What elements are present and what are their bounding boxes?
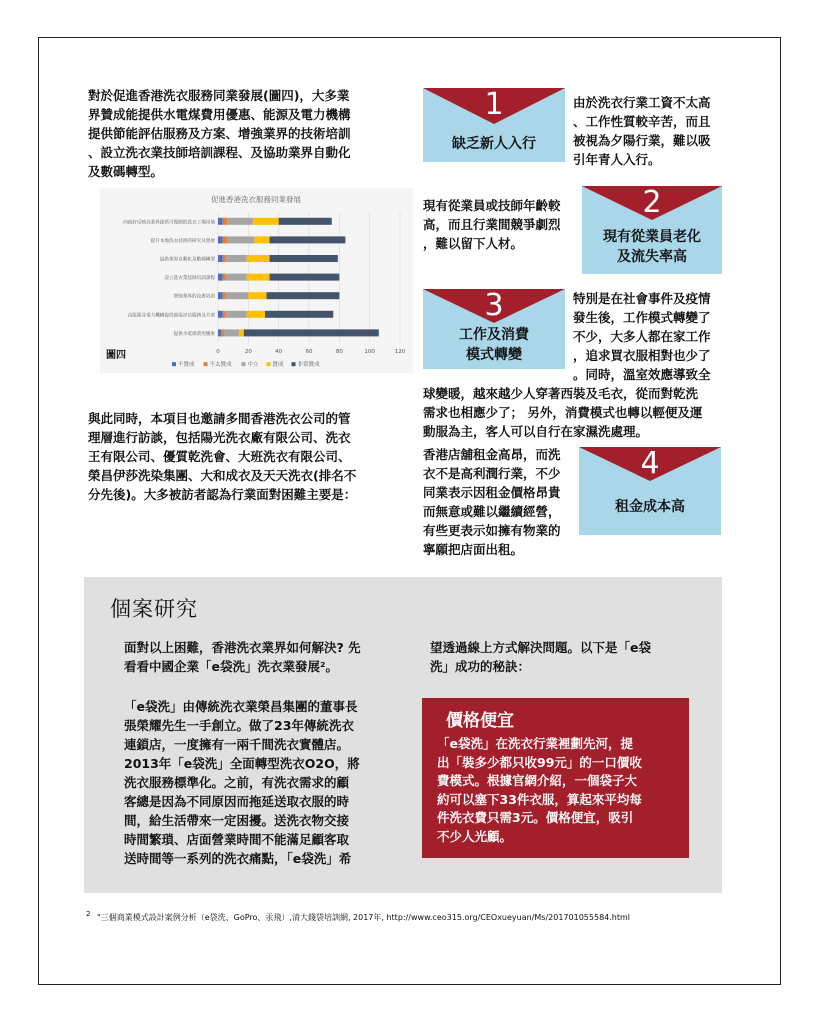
text-line: 榮昌伊莎洗染集團、大和成衣及天天洗衣(排名不 [88,468,357,483]
issue-3-number: 3 [484,288,504,323]
text-line: 對於促進香港洗衣服務同業發展(圖四)，大多業 [88,88,350,103]
bar-segment [270,236,346,243]
legend-swatch [204,362,208,366]
case-left-para-2 [124,697,424,868]
text-line: 被視為夕陽行業，難以吸 [573,133,711,148]
text-line: 理層進行訪談，包括陽光洗衣廠有限公司、洗衣 [88,430,351,445]
bar-segment [247,274,270,281]
text-line: 間，給生活帶來一定困擾。送洗衣物交接 [124,813,350,828]
case-study-section [84,577,722,893]
bar-segment [221,329,224,336]
title-line: 工作及消費 [459,327,529,343]
bar-segment [227,218,253,225]
title-line: 模式轉變 [466,347,522,363]
text-line: 及數碼轉型。 [88,164,164,179]
text-line: 球變暖，越來越少人穿著西裝及毛衣，從而對乾洗 [423,386,699,401]
text-line: 件洗衣費只需3元。價格便宜，吸引 [437,810,634,825]
category-label: 由能源及電力機構提供節能評估服務及方案 [127,313,215,319]
bar-segment [226,292,249,299]
bar-segment [279,218,332,225]
case-item-box [422,698,689,858]
text-line: 需求也相應少了； 另外，消費模式也轉以輕便及運 [423,405,703,420]
text-line: 約可以塞下33件衣服，算起來平均每 [437,791,642,807]
category-label: 協助業界自動化及數碼轉型 [159,257,215,263]
text-line: 洗衣服務標準化。之前，有洗衣需求的顧 [124,775,350,790]
bar-segment [270,255,338,262]
visit-paragraph [88,409,398,504]
text-line: 同業表示因租金價格昂貴 [423,485,561,500]
issue-4-text [423,445,583,559]
x-tick-label: 100 [364,349,375,356]
text-line: 現有從業員或技師年齡較 [423,198,561,213]
issue-2-text [423,196,583,253]
text-line: 出「裝多少都只收99元」的一口價收 [437,754,642,770]
stacked-bar-chart [100,188,413,373]
bar-segment [223,311,226,318]
bar-segment [267,292,340,299]
x-tick-label: 80 [335,349,343,356]
text-line: 面對以上困難，香港洗衣業界如何解決? 先 [124,640,361,655]
category-label: 提供水電煤費用優惠 [173,331,215,337]
bar-segment [244,329,379,336]
bar-segment [227,236,254,243]
case-study-heading: 個案研究 [110,597,198,621]
bar-segment [239,329,244,336]
title-line: 及流失率高 [617,249,687,265]
category-label: 提升本地洗衣技術的研究及發展 [150,238,215,244]
text-line: 高，而且行業間競爭劇烈 [423,217,561,232]
text-line: 由於洗衣行業工資不太高 [573,95,711,110]
x-tick-label: 60 [305,349,313,356]
bar-segment [253,218,279,225]
bar-segment [254,236,269,243]
text-line: 王有限公司、優質乾洗會、大班洗衣有限公司、 [88,449,351,464]
text-line: 與此同時，本項目也邀請多間香港洗衣公司的管 [88,411,351,426]
text-line: 。同時，溫室效應導致全 [573,367,711,382]
legend-label: 不贊成 [178,362,195,369]
issue-1-box [423,88,565,162]
chart-figure [100,188,413,373]
legend-swatch [267,362,271,366]
bar-segment [218,236,223,243]
x-tick-label: 0 [216,349,220,356]
issue-4-title: 租金成本高 [615,499,685,515]
issue-3-box [423,289,565,369]
bar-segment [270,274,340,281]
text-line: 看看中國企業「e袋洗」洗衣業發展²。 [124,659,338,674]
text-line: 發生後，工作模式轉變了 [573,310,711,325]
text-line: 動服為主，客人可以自行在家濕洗處理。 [423,424,649,439]
legend-label: 不太贊成 [209,362,232,369]
footnote-text: "三個商業模式設計案例分析（e袋洗、GoPro、汞飛）,清大錢袋培訓網, 2017年, http://www.ceo315.org/CEOxueyuan/Ms/201701055584.html [97,912,631,922]
bar-segment [224,329,239,336]
bar-segment [226,311,247,318]
bar-segment [226,255,247,262]
text-line: 寧願把店面出租。 [423,542,524,557]
issue-1-title: 缺乏新人入行 [452,136,536,152]
x-tick-label: 120 [394,349,406,356]
text-line: 衣不是高利潤行業，不少 [423,466,561,481]
legend-label: 贊成 [272,362,284,369]
footnote-mark: 2 [86,910,91,918]
bar-segment [218,274,223,281]
case-item-title: 價格便宜 [446,711,514,731]
text-line: 界贊成能提供水電煤費用優惠、能源及電力機構 [88,107,351,122]
case-right-para-1 [430,638,700,676]
text-line: ，難以留下人材。 [423,236,524,251]
text-line: 不少，大多人都在家工作 [573,329,711,344]
x-tick-label: 40 [275,349,283,356]
text-line: 費模式。根據官網介紹，一個袋子大 [437,773,638,788]
bar-segment [247,311,265,318]
text-line: 送時間等一系列的洗衣痛點，「e袋洗」希 [124,851,352,866]
legend-label: 非常贊成 [297,362,320,369]
bar-segment [223,255,226,262]
text-line: 分先後)。大多被訪者認為行業面對困難主要是： [88,487,357,502]
issue-4-number: 4 [640,446,660,481]
title-line: 現有從業員老化 [603,229,701,245]
text-line: 、工作性質較辛苦，而且 [573,114,711,129]
figure-caption: 圖四 [106,350,126,362]
bar-segment [223,236,228,243]
text-line: 「e袋洗」在洗衣行業裡劃先河，提 [437,736,633,751]
bar-segment [265,311,333,318]
issue-3-title [423,325,565,365]
issue-3-text-wide [423,384,743,441]
text-line: 香港店舖租金高昂，而洗 [423,447,561,462]
text-line: 引年青人入行。 [573,152,661,167]
text-line: 洗」成功的秘訣： [430,659,531,674]
case-item-text [437,735,682,846]
bar-segment [226,274,247,281]
bar-segment [248,292,266,299]
x-tick-label: 20 [244,349,252,356]
text-line: 而無意或難以繼續經營， [423,504,561,519]
issue-2-number: 2 [642,185,662,220]
text-line: 有些更表示如擁有物業的 [423,523,561,538]
bar-segment [223,218,228,225]
category-label: 設立洗衣業技師培訓課程 [164,276,215,282]
text-line: 望透過線上方式解決問題。以下是「e袋 [430,640,651,655]
footnote [86,910,630,923]
text-line: 不少人光顧。 [437,828,513,844]
text-line: 張榮耀先生一手創立。做了23年傳統洗衣 [124,718,354,733]
chart-title: 促進香港洗衣服務同業發展 [211,195,301,204]
issue-1-text [573,93,743,169]
bar-segment [223,292,226,299]
legend-swatch [172,362,176,366]
issue-3-text [573,289,743,384]
bar-segment [218,255,223,262]
bar-segment [218,292,223,299]
case-left-para-1 [124,638,424,676]
legend-swatch [292,362,296,366]
category-label: 增強業界的技術培訓 [173,294,215,300]
bar-segment [218,329,221,336]
legend-label: 中立 [247,362,259,369]
text-line: 提供節能評估服務及方案、增強業界的技術培訓 [88,126,351,141]
text-line: 2013年「e袋洗」全面轉型洗衣O2O，將 [124,756,360,771]
text-line: 特別是在社會事件及疫情 [573,291,711,306]
bar-segment [218,311,223,318]
legend-swatch [242,362,246,366]
text-line: 連鎖店，一度擁有一兩千間洗衣實體店。 [124,737,350,752]
text-line: 客總是因為不同原因而拖延送取衣服的時 [124,794,350,809]
text-line: 時間繁瑣、店面營業時間不能滿足顧客取 [124,832,350,847]
text-line: ，追求買衣服相對也少了 [573,348,711,363]
issue-2-title [582,227,722,267]
text-line: 、設立洗衣業技師培訓課程、及協助業界自動化 [88,145,351,160]
bar-segment [218,218,223,225]
bar-segment [247,255,270,262]
issue-2-box [582,186,722,274]
bar-segment [223,274,226,281]
issue-4-box [579,447,721,535]
category-label: 向政府反映為業界提供可復制的洗衣工場用地 [123,220,215,226]
issue-1-number: 1 [484,87,504,122]
intro-paragraph [88,86,388,181]
text-line: 「e袋洗」由傳統洗衣業榮昌集團的董事長 [124,699,358,714]
